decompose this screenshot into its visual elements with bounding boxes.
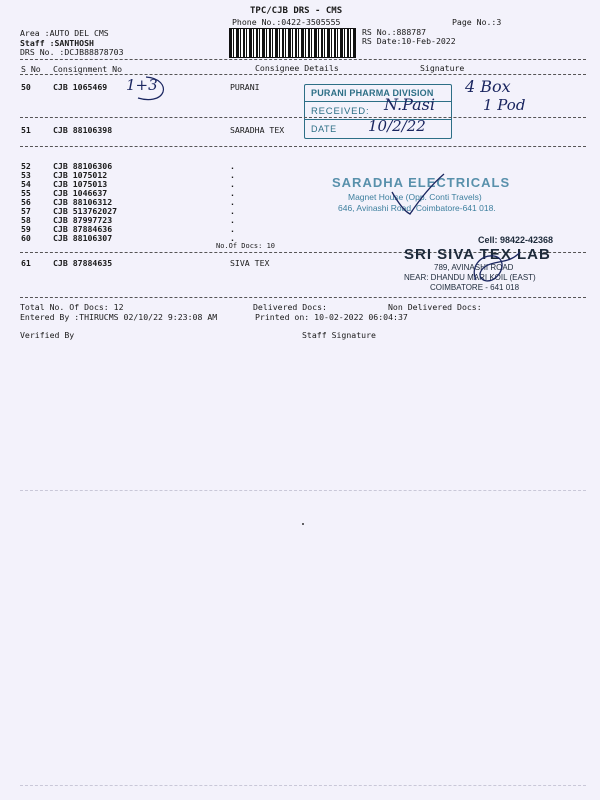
row-sno: 51 — [21, 125, 31, 135]
page-number: Page No.:3 — [452, 17, 502, 27]
staff-field: Staff :SANTHOSH — [20, 38, 94, 48]
drs-number: DRS No. :DCJB88878703 — [20, 47, 124, 57]
row-consignee: SARADHA TEX — [230, 125, 285, 135]
row-sno: 60 — [21, 233, 31, 243]
row-consignment: CJB 513762027 — [53, 206, 118, 216]
non-delivered-docs: Non Delivered Docs: — [388, 302, 482, 312]
row-consignment: CJB 1046637 — [53, 188, 108, 198]
row-sno: 54 — [21, 179, 31, 189]
row-consignee: . — [230, 170, 235, 180]
row-divider — [20, 117, 586, 118]
staff-signature: Staff Signature — [302, 330, 376, 340]
group-doc-count: No.Of Docs: 10 — [216, 242, 276, 250]
scan-artifact-line — [20, 785, 586, 786]
handwritten-date: 10/2/22 — [368, 117, 426, 135]
row-consignee: . — [230, 206, 235, 216]
row-sno: 59 — [21, 224, 31, 234]
stamp-cell-number: Cell: 98422-42368 — [478, 235, 554, 245]
row-sno: 55 — [21, 188, 31, 198]
column-signature: Signature — [420, 63, 465, 73]
footer-divider — [20, 297, 586, 298]
row-consignee: . — [230, 188, 235, 198]
rs-date: RS Date:10-Feb-2022 — [362, 36, 456, 46]
scan-artifact-line — [20, 490, 586, 491]
header-divider — [20, 59, 586, 60]
row-sno: 58 — [21, 215, 31, 225]
stamp-name: SRI SIVA TEX LAB — [404, 246, 551, 263]
row-consignment: CJB 1075012 — [53, 170, 108, 180]
entered-by: Entered By :THIRUCMS 02/10/22 9:23:08 AM — [20, 312, 218, 322]
row-consignee: . — [230, 215, 235, 225]
stamp-date-label: DATE — [311, 124, 337, 134]
stamp-address-line: 646, Avinashi Road, Coimbatore-641 018. — [338, 202, 496, 213]
stamp-address-line: NEAR: DHANDU MARI KOIL (EAST) — [404, 273, 536, 282]
row-sno: 53 — [21, 170, 31, 180]
row-consignee: SIVA TEX — [230, 258, 270, 268]
row-consignment: CJB 88106398 — [53, 125, 113, 135]
row-consignment: CJB 1065469 — [53, 82, 108, 92]
row-consignee: . — [230, 233, 235, 243]
row-consignee: . — [230, 179, 235, 189]
verified-by: Verified By — [20, 330, 75, 340]
document-title: TPC/CJB DRS - CMS — [250, 6, 343, 16]
total-docs: Total No. Of Docs: 12 — [20, 302, 124, 312]
stamp-title: PURANI PHARMA DIVISION — [311, 88, 434, 98]
signature-mark-icon — [388, 172, 448, 222]
stamp-address-line: 789, AVINASHI ROAD — [434, 263, 514, 272]
barcode-icon — [229, 28, 356, 58]
handwritten-pod-count: 1 Pod — [483, 96, 526, 114]
row-consignee: . — [230, 224, 235, 234]
row-sno: 50 — [21, 82, 31, 92]
row-sno: 52 — [21, 161, 31, 171]
row-consignment: CJB 88106312 — [53, 197, 113, 207]
row-consignee: . — [230, 197, 235, 207]
row-sno: 61 — [21, 258, 31, 268]
scan-speck — [302, 523, 304, 525]
printed-on: Printed on: 10-02-2022 06:04:37 — [255, 312, 408, 322]
delivered-docs: Delivered Docs: — [253, 302, 327, 312]
circle-mark-icon — [118, 74, 168, 102]
column-consignee: Consignee Details — [255, 63, 339, 73]
phone-number: Phone No.:0422-3505555 — [232, 17, 341, 27]
row-consignment: CJB 88106307 — [53, 233, 113, 243]
column-divider — [20, 74, 586, 75]
row-consignment: CJB 87997723 — [53, 215, 113, 225]
row-consignment: CJB 87884636 — [53, 224, 113, 234]
row-consignee: PURANI — [230, 82, 260, 92]
stamp-address-line: COIMBATORE - 641 018 — [430, 283, 520, 292]
table-row — [21, 126, 581, 136]
area-field: Area :AUTO DEL CMS — [20, 28, 109, 38]
stamp-received-label: RECEIVED: — [311, 106, 370, 117]
handwritten-box-count: 4 Box — [465, 77, 511, 96]
row-consignment: CJB 87884635 — [53, 258, 113, 268]
row-divider — [20, 146, 586, 147]
column-sno: S No — [21, 64, 41, 74]
row-consignee: . — [230, 161, 235, 171]
handwritten-receiver: N.Pasi — [384, 95, 435, 114]
row-sno: 56 — [21, 197, 31, 207]
rs-number: RS No.:888787 — [362, 27, 427, 37]
stamp-address-line: Magnet House (Opp. Conti Travels) — [348, 192, 482, 202]
column-consignment: Consignment No — [53, 64, 123, 74]
signature-mark-icon — [466, 244, 526, 292]
handwritten-note: 1+3 — [126, 76, 158, 94]
row-sno: 57 — [21, 206, 31, 216]
row-consignment: CJB 88106306 — [53, 161, 113, 171]
stamp-name: SARADHA ELECTRICALS — [332, 175, 511, 190]
row-consignment: CJB 1075013 — [53, 179, 108, 189]
